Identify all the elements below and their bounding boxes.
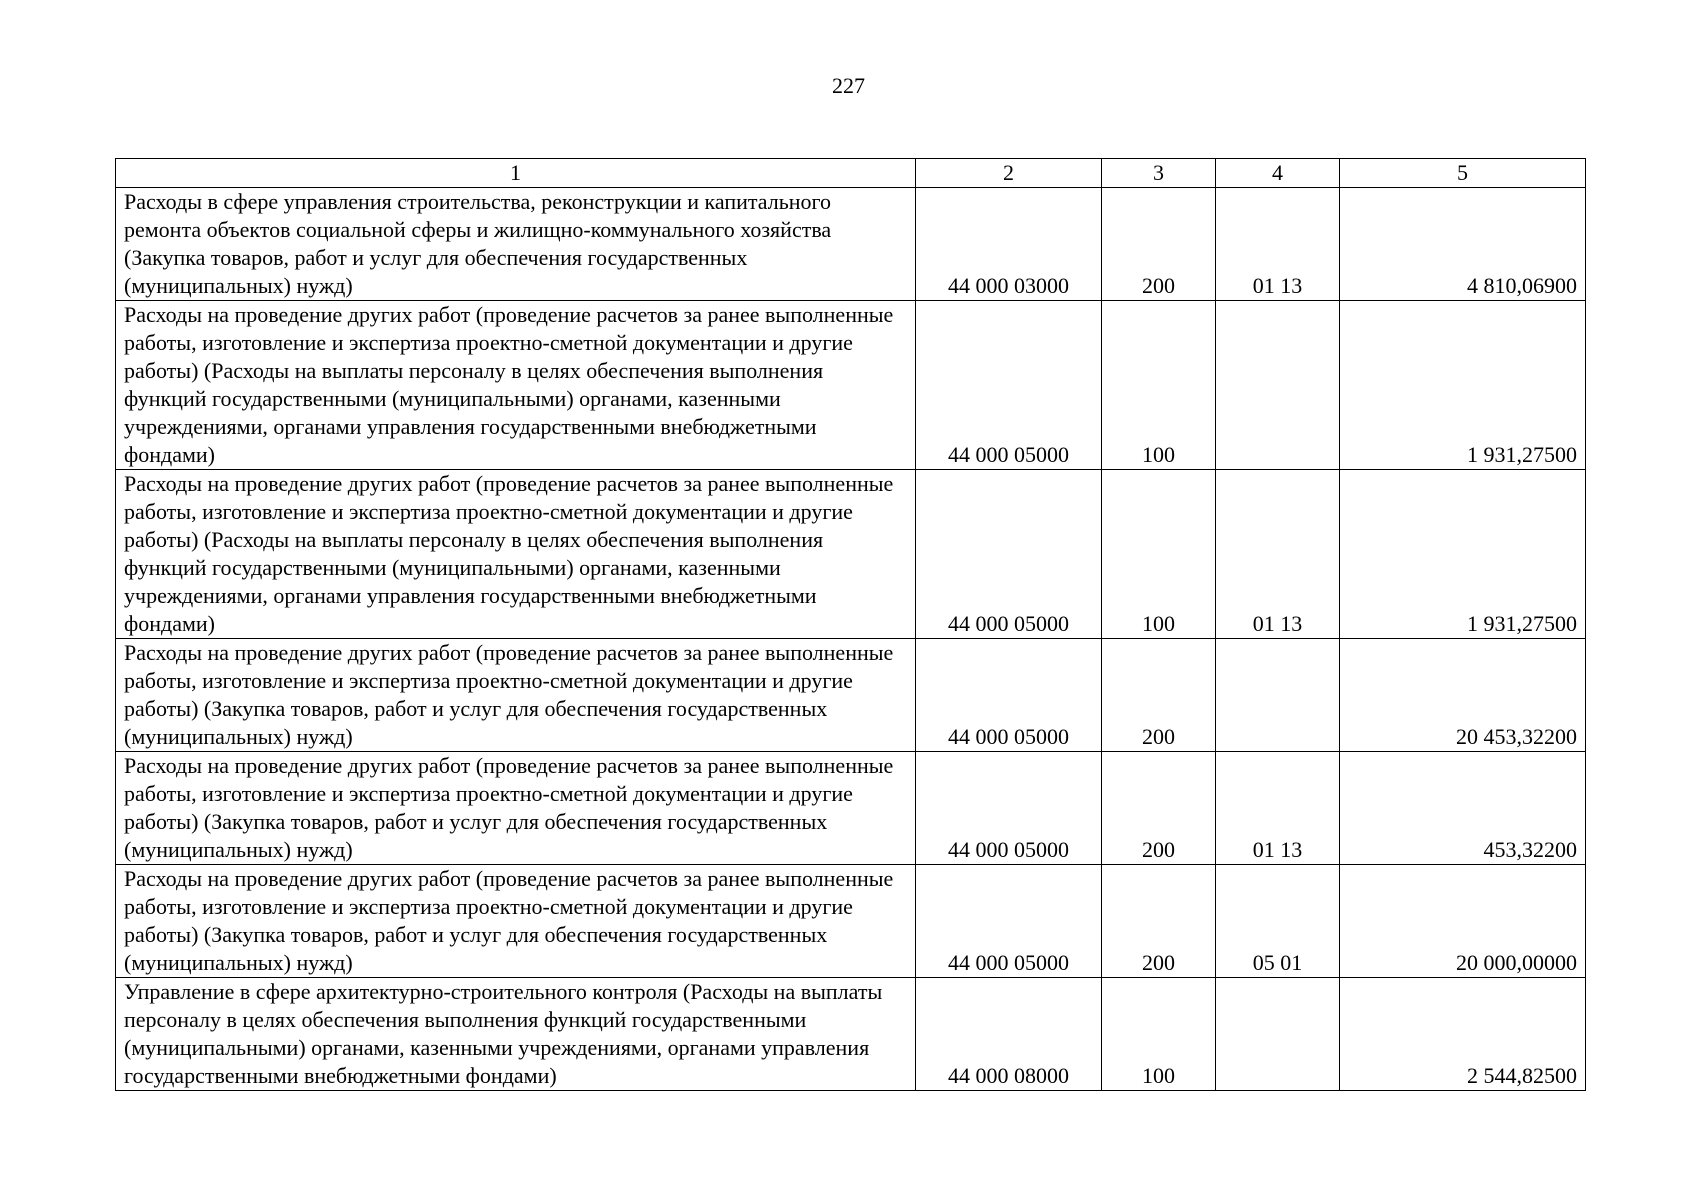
row-section-code: 05 01 — [1216, 865, 1340, 978]
column-header-5: 5 — [1340, 159, 1586, 188]
row-amount: 2 544,82500 — [1340, 978, 1586, 1091]
row-section-code — [1216, 978, 1340, 1091]
table-row — [116, 188, 1586, 301]
row-expense-type: 200 — [1102, 639, 1216, 752]
row-target-code: 44 000 03000 — [916, 188, 1102, 301]
row-amount: 20 453,32200 — [1340, 639, 1586, 752]
row-section-code: 01 13 — [1216, 752, 1340, 865]
row-amount: 20 000,00000 — [1340, 865, 1586, 978]
row-description: Расходы на проведение других работ (проведение расчетов за ранее выполненные работы, изготовление и экспертиза проектно-сметной документации и другие работы) (Расходы на выплаты персоналу в целях обеспечения выполнения функций государственными (муниципальными) органами, казенными учреждениями, органами управления государственными внебюджетными фондами) — [116, 301, 916, 470]
row-expense-type: 100 — [1102, 301, 1216, 470]
row-expense-type: 100 — [1102, 978, 1216, 1091]
row-section-code — [1216, 639, 1340, 752]
row-amount: 453,32200 — [1340, 752, 1586, 865]
row-expense-type: 100 — [1102, 470, 1216, 639]
row-description: Расходы в сфере управления строительства, реконструкции и капитального ремонта объектов социальной сферы и жилищно-коммунального хозяйства (Закупка товаров, работ и услуг для обеспечения государственных (муниципальных) нужд) — [116, 188, 916, 301]
row-amount: 4 810,06900 — [1340, 188, 1586, 301]
page-number: 227 — [832, 73, 865, 98]
column-header-4: 4 — [1216, 159, 1340, 188]
budget-table — [115, 158, 1586, 1091]
table-row — [116, 978, 1586, 1091]
row-description: Управление в сфере архитектурно-строительного контроля (Расходы на выплаты персоналу в целях обеспечения выполнения функций государственными (муниципальными) органами, казенными учреждениями, органами управления государственными внебюджетными фондами) — [116, 978, 916, 1091]
row-target-code: 44 000 05000 — [916, 301, 1102, 470]
row-target-code: 44 000 08000 — [916, 978, 1102, 1091]
row-description: Расходы на проведение других работ (проведение расчетов за ранее выполненные работы, изготовление и экспертиза проектно-сметной документации и другие работы) (Закупка товаров, работ и услуг для обеспечения государственных (муниципальных) нужд) — [116, 752, 916, 865]
table-row — [116, 639, 1586, 752]
row-description: Расходы на проведение других работ (проведение расчетов за ранее выполненные работы, изготовление и экспертиза проектно-сметной документации и другие работы) (Закупка товаров, работ и услуг для обеспечения государственных (муниципальных) нужд) — [116, 865, 916, 978]
row-description: Расходы на проведение других работ (проведение расчетов за ранее выполненные работы, изготовление и экспертиза проектно-сметной документации и другие работы) (Расходы на выплаты персоналу в целях обеспечения выполнения функций государственными (муниципальными) органами, казенными учреждениями, органами управления государственными внебюджетными фондами) — [116, 470, 916, 639]
table-row — [116, 752, 1586, 865]
column-header-2: 2 — [916, 159, 1102, 188]
row-expense-type: 200 — [1102, 752, 1216, 865]
column-header-1: 1 — [116, 159, 916, 188]
row-section-code: 01 13 — [1216, 188, 1340, 301]
row-amount: 1 931,27500 — [1340, 470, 1586, 639]
row-target-code: 44 000 05000 — [916, 470, 1102, 639]
row-section-code — [1216, 301, 1340, 470]
row-description: Расходы на проведение других работ (проведение расчетов за ранее выполненные работы, изготовление и экспертиза проектно-сметной документации и другие работы) (Закупка товаров, работ и услуг для обеспечения государственных (муниципальных) нужд) — [116, 639, 916, 752]
row-target-code: 44 000 05000 — [916, 752, 1102, 865]
row-expense-type: 200 — [1102, 188, 1216, 301]
table-row — [116, 301, 1586, 470]
table-header-row — [116, 159, 1586, 188]
row-amount: 1 931,27500 — [1340, 301, 1586, 470]
row-expense-type: 200 — [1102, 865, 1216, 978]
table-row — [116, 865, 1586, 978]
row-section-code: 01 13 — [1216, 470, 1340, 639]
row-target-code: 44 000 05000 — [916, 865, 1102, 978]
column-header-3: 3 — [1102, 159, 1216, 188]
table-row — [116, 470, 1586, 639]
row-target-code: 44 000 05000 — [916, 639, 1102, 752]
